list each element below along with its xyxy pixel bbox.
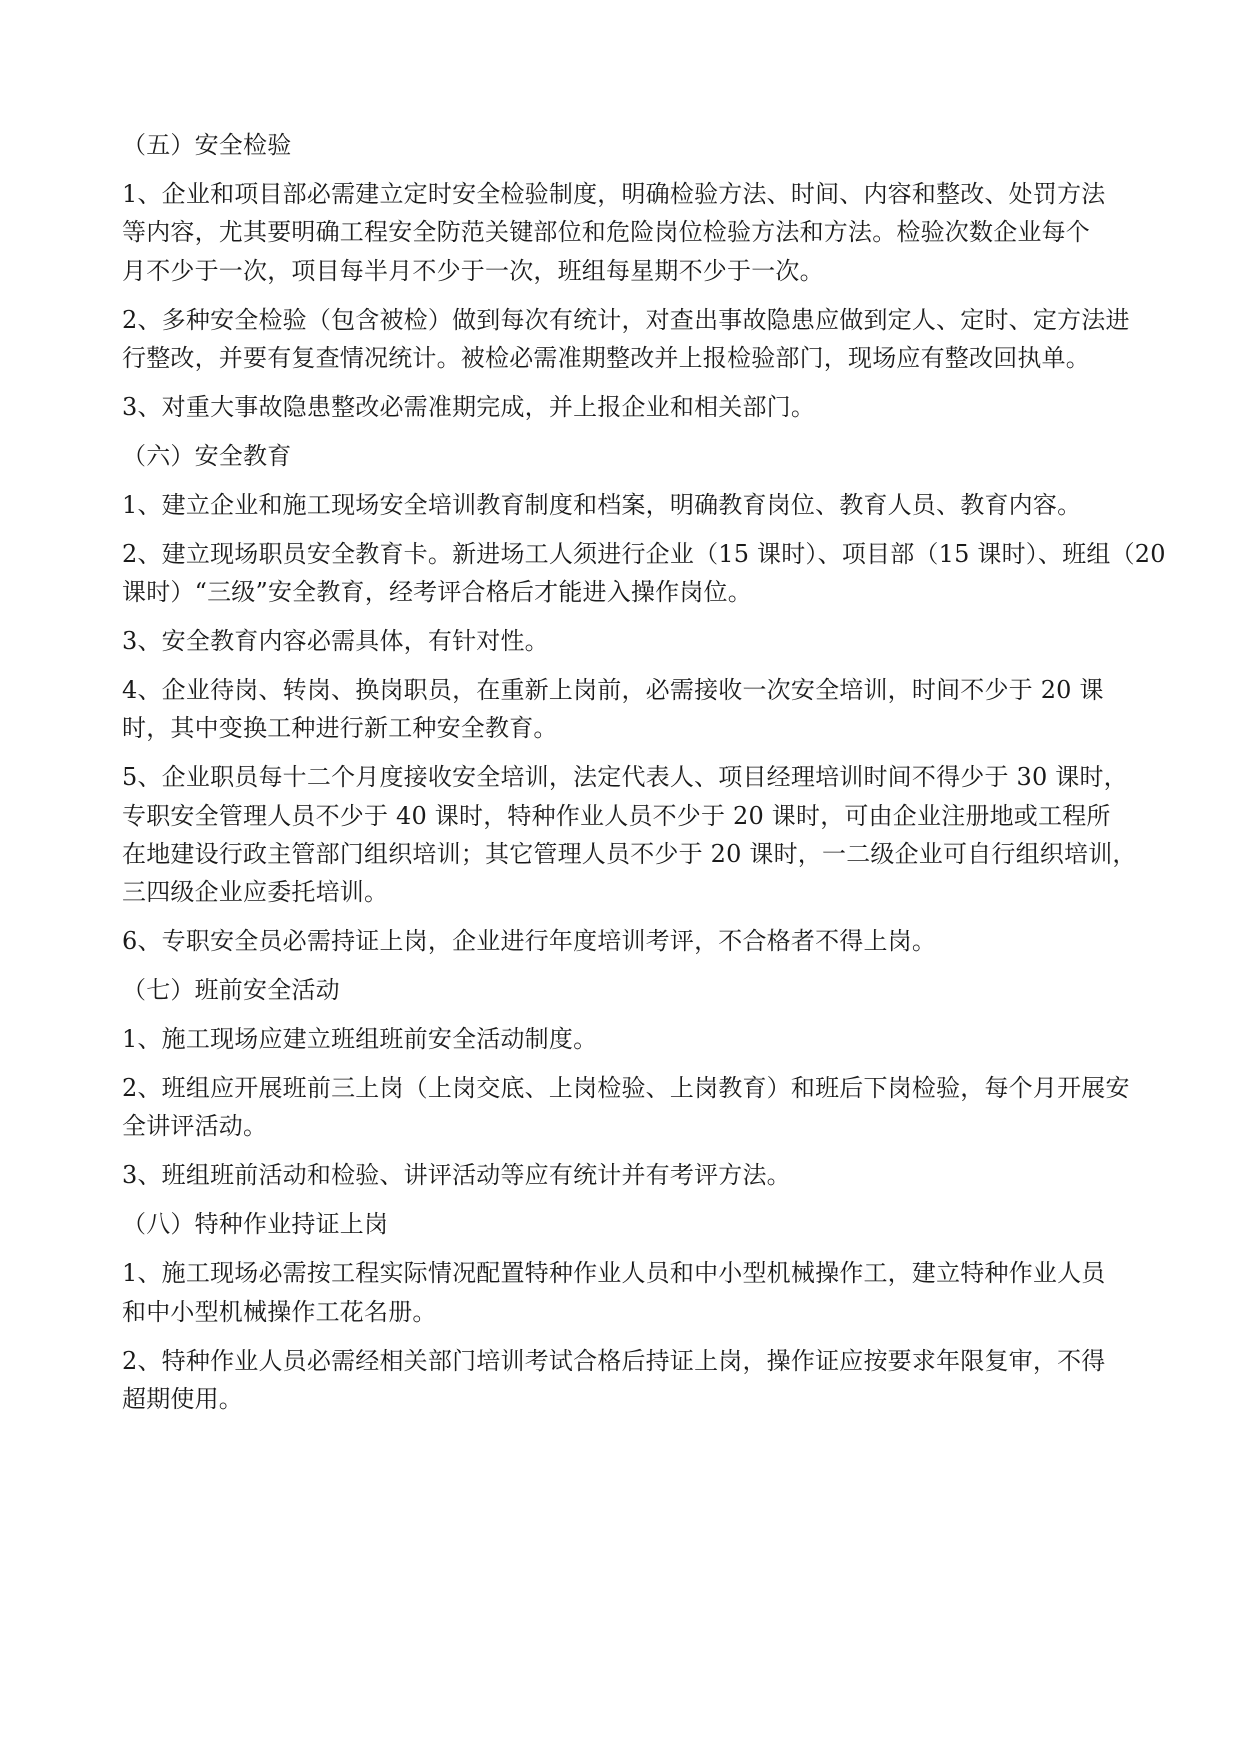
text-line: 5、企业职员每十二个月度接收安全培训，法定代表人、项目经理培训时间不得少于 30 课时，: [122, 763, 1128, 792]
paragraph: [122, 1069, 1132, 1146]
text-line: 专职安全管理人员不少于 40 课时，特种作业人员不少于 20 课时，可由企业注册地或工程所: [122, 801, 1111, 830]
text-line: 课时）“三级”安全教育，经考评合格后才能进入操作岗位。: [122, 578, 752, 607]
text-line: 行整改，并要有复查情况统计。被检必需准期整改并上报检验部门，现场应有整改回执单。: [122, 343, 1090, 372]
paragraph: [122, 1342, 1132, 1419]
text-line: 在地建设行政主管部门组织培训；其它管理人员不少于 20 课时，一二级企业可自行组织培训，: [122, 839, 1137, 868]
paragraph: [122, 1156, 1132, 1194]
text-line: 1、施工现场必需按工程实际情况配置特种作业人员和中小型机械操作工，建立特种作业人员: [122, 1259, 1106, 1288]
text-line: 和中小型机械操作工花名册。: [122, 1297, 437, 1326]
section-heading-special-operations-certification: [122, 1205, 1132, 1243]
text-line: 三四级企业应委托培训。: [122, 878, 389, 907]
paragraph: [122, 486, 1132, 524]
text-line: 时，其中变换工种进行新工种安全教育。: [122, 714, 558, 743]
paragraph: [122, 535, 1166, 612]
text-line: （七）班前安全活动: [122, 976, 340, 1005]
paragraph: [122, 671, 1132, 748]
section-heading-safety-education: [122, 437, 1132, 475]
paragraph: [122, 922, 1132, 960]
text-line: 月不少于一次，项目每半月不少于一次，班组每星期不少于一次。: [122, 256, 824, 285]
document-body: [122, 126, 1166, 1418]
text-line: 等内容，尤其要明确工程安全防范关键部位和危险岗位检验方法和方法。检验次数企业每个: [122, 218, 1090, 247]
paragraph: [122, 1020, 1132, 1058]
text-line: 1、施工现场应建立班组班前安全活动制度。: [122, 1025, 598, 1054]
text-line: 2、建立现场职员安全教育卡。新进场工人须进行企业（15 课时）、项目部（15 课时）、班组（20: [122, 539, 1166, 568]
paragraph: [122, 758, 1137, 911]
text-line: 6、专职安全员必需持证上岗，企业进行年度培训考评，不合格者不得上岗。: [122, 927, 937, 956]
text-line: （五）安全检验: [122, 131, 292, 159]
text-line: 全讲评活动。: [122, 1112, 268, 1141]
paragraph: [122, 1254, 1132, 1331]
text-line: 2、班组应开展班前三上岗（上岗交底、上岗检验、上岗教育）和班后下岗检验，每个月开展安: [122, 1074, 1130, 1103]
section-heading-pre-shift-safety-activity: [122, 971, 1132, 1009]
text-line: 3、安全教育内容必需具体，有针对性。: [122, 627, 549, 656]
text-line: 3、对重大事故隐患整改必需准期完成，并上报企业和相关部门。: [122, 392, 816, 421]
paragraph: [122, 301, 1132, 378]
paragraph: [122, 175, 1132, 290]
text-line: 超期使用。: [122, 1385, 243, 1413]
text-line: 2、特种作业人员必需经相关部门培训考试合格后持证上岗，操作证应按要求年限复审，不得: [122, 1346, 1106, 1375]
paragraph: [122, 622, 1132, 660]
text-line: 1、建立企业和施工现场安全培训教育制度和档案，明确教育岗位、教育人员、教育内容。: [122, 490, 1082, 519]
text-line: 1、企业和项目部必需建立定时安全检验制度，明确检验方法、时间、内容和整改、处罚方法: [122, 179, 1106, 208]
text-line: （八）特种作业持证上岗: [122, 1210, 389, 1239]
section-heading-safety-inspection: [122, 126, 1132, 164]
text-line: 4、企业待岗、转岗、换岗职员，在重新上岗前，必需接收一次安全培训，时间不少于 20 课: [122, 676, 1104, 705]
text-line: 3、班组班前活动和检验、讲评活动等应有统计并有考评方法。: [122, 1161, 791, 1190]
text-line: （六）安全教育: [122, 441, 292, 470]
text-line: 2、多种安全检验（包含被检）做到每次有统计，对查出事故隐患应做到定人、定时、定方法进: [122, 305, 1130, 334]
paragraph: [122, 388, 1132, 426]
